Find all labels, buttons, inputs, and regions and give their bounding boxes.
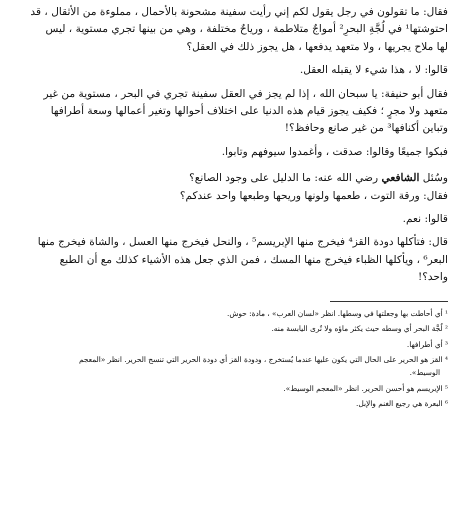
paragraph-line: وتباين أكنافها³ من غير صانع وحافظ؟!: [284, 122, 448, 135]
paragraph: [22, 170, 448, 187]
paragraph-line: فقال: ما تقولون في رجل يقول لكم إني رأيت سفينة مشحونة بالأحمال ، مملوءة من الأثقال ، قد: [30, 6, 448, 18]
footnote: ² لُجَّة البحر أي وسطه حيث يكثر ماؤه ولا تُرى اليابسة منه.: [271, 324, 448, 334]
paragraph: قالوا: نعم.: [402, 213, 448, 226]
scholar-name: الشافعي: [381, 172, 420, 185]
footnote-continuation: الوسيط».: [409, 368, 440, 378]
paragraph-line: احتوشتها¹ في لُجَّةِ البحرِ² أمواجٌ متلاطمة ، ورياحٌ مختلفة ، وهي من بينها تجري مستوية ، ليس: [45, 23, 448, 36]
footnote: ¹ أي أحاطت بها وجعلتها في وسطها. انظر «لسان العرب» ، مادة: حوش.: [226, 308, 448, 318]
footnote: ⁶ البعرة هي رجيع الغنم والإبل.: [356, 399, 448, 409]
paragraph: قالوا: لا ، هذا شيء لا يقبله العقل.: [299, 64, 448, 77]
footnote-divider: [330, 301, 448, 302]
paragraph-line: البعر⁶ ، ويأكلها الظباء فيخرج منها المسك ، فمن الذي جعل هذه الأشياء كذلك مع أن الطبع: [59, 253, 448, 266]
footnote: ⁴ القز هو الحرير على الحال التي يكون عليها عندما يُستخرج ، ودودة القز أي دودة الحرير التي تنسج الحرير. انظر «المعجم: [78, 355, 448, 365]
footnote: ³ أي أطرافها.: [406, 339, 448, 349]
paragraph: فبكوا جميعًا وقالوا: صدقت ، وأغمدوا سيوفهم وتابوا.: [221, 145, 448, 158]
footnotes: [22, 308, 448, 411]
paragraph-line: واحد؟!: [417, 271, 448, 284]
paragraph-line: لها ملاح يجريها ، ولا متعهد يدفعها ، هل يجوز ذلك في العقل؟: [186, 40, 448, 53]
text-run: رضي الله عنه: ما الدليل على وجود الصانع؟: [189, 172, 382, 185]
footnote: ⁵ الإبريسم هو أحسن الحرير. انظر «المعجم الوسيط».: [283, 383, 448, 393]
paragraph-line: فقال أبو حنيفة: يا سبحان الله ، إذا لم يجز في العقل سفينة تجري في البحر ، مستوية من غير: [43, 87, 448, 100]
paragraph: فقال: ورقة التوت ، طعمها ولونها وريحها وطبعها واحد عندكم؟: [179, 189, 448, 202]
text-run: وسُئل: [419, 172, 448, 185]
paragraph-line: قال: فتأكلها دودة القز⁴ فيخرج منها الإبريسم⁵ ، والنحل فيخرج منها العسل ، والشاة فيخرج منها: [37, 236, 448, 249]
main-text: [22, 4, 448, 287]
paragraph-line: متعهد ولا مجرٍ ؛ فكيف يجوز قيام هذه الدنيا على اختلاف أحوالها وتغير أعمالها وسعة أطرافها: [50, 105, 448, 118]
